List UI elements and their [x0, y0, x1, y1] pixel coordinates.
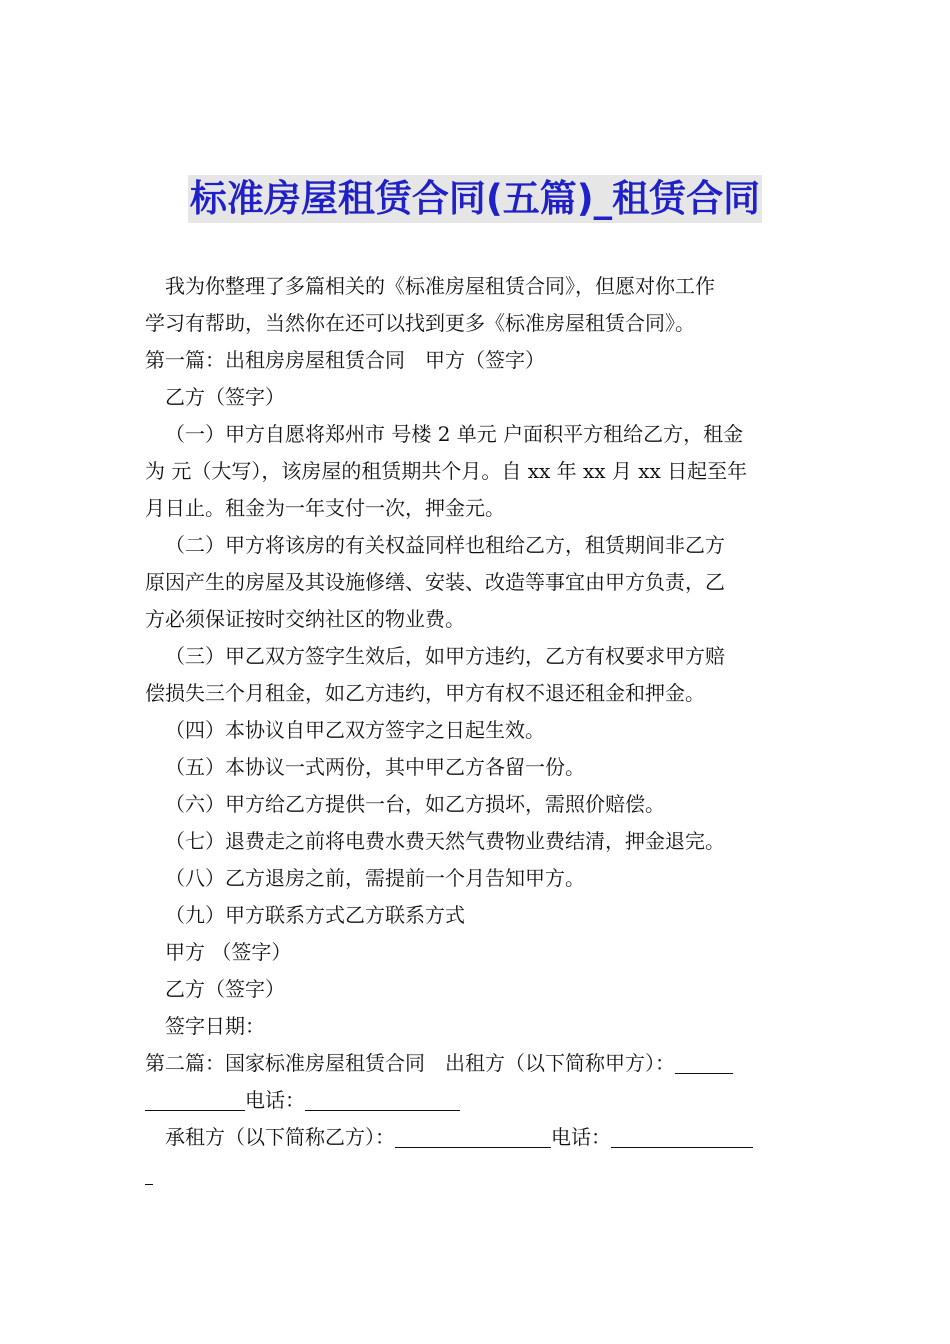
document-body — [145, 268, 810, 1193]
clause-7-line: （七）退费走之前将电费水费天然气费物业费结清，押金退完。 — [165, 829, 725, 853]
document-title: 标准房屋租赁合同(五篇)_租赁合同 — [188, 175, 762, 223]
lessee-phone-label: 电话： — [551, 1125, 611, 1149]
clause-2-line: 原因产生的房屋及其设施修缮、安装、改造等事宜由甲方负责，乙 — [145, 570, 725, 594]
section-heading-2 — [145, 1045, 810, 1082]
clause-1-line: （一）甲方自愿将郑州市 号楼 2 单元 户面积平方租给乙方，租金 — [165, 422, 744, 446]
clause-2-line: 方必须保证按时交纳社区的物业费。 — [145, 607, 465, 631]
lessee-phone-blank — [611, 1123, 753, 1148]
clause-3-line: 偿损失三个月租金，如乙方违约，甲方有权不退还租金和押金。 — [145, 681, 705, 705]
lessee-phone-blank-cont — [145, 1160, 153, 1185]
clause-1-line: 月日止。租金为一年支付一次，押金元。 — [145, 496, 505, 520]
paragraph-line: 我为你整理了多篇相关的《标准房屋租赁合同》，但愿对你工作 — [165, 274, 715, 298]
clause-4-line: （四）本协议自甲乙双方签字之日起生效。 — [165, 718, 545, 742]
clause-2-line: （二）甲方将该房的有关权益同样也租给乙方，租赁期间非乙方 — [165, 533, 725, 557]
signature-date: 签字日期： — [165, 1014, 265, 1038]
lessee-line — [145, 1119, 810, 1156]
paragraph-line: 学习有帮助，当然你在还可以找到更多《标准房屋租赁合同》。 — [145, 311, 695, 335]
clause-1-line: 为 元（大写），该房屋的租赁期共个月。自 xx 年 xx 月 xx 日起至年 — [145, 459, 748, 483]
clause-3-line: （三）甲乙双方签字生效后，如甲方违约，乙方有权要求甲方赔 — [165, 644, 725, 668]
lessor-phone-label: 电话： — [245, 1088, 305, 1112]
signature-party-a: 甲方 （签字） — [165, 940, 292, 964]
clause-8-line: （八）乙方退房之前，需提前一个月告知甲方。 — [165, 866, 585, 890]
title-container — [0, 175, 950, 223]
signature-party-b: 乙方（签字） — [165, 977, 285, 1001]
section-heading-1: 第一篇：出租房房屋租赁合同 甲方（签字） — [145, 348, 545, 372]
lessor-label: 第二篇：国家标准房屋租赁合同 出租方（以下简称甲方）： — [145, 1051, 675, 1075]
lessor-blank — [675, 1049, 733, 1074]
paragraph-line: 乙方（签字） — [165, 385, 285, 409]
lessee-label: 承租方（以下简称乙方）： — [165, 1125, 395, 1149]
clause-5-line: （五）本协议一式两份，其中甲乙方各留一份。 — [165, 755, 585, 779]
clause-6-line: （六）甲方给乙方提供一台，如乙方损坏，需照价赔偿。 — [165, 792, 665, 816]
lessee-phone-cont-line — [145, 1156, 810, 1193]
clause-9-line: （九）甲方联系方式乙方联系方式 — [165, 903, 465, 927]
lessor-phone-line — [145, 1082, 810, 1119]
lessor-blank-cont — [145, 1086, 245, 1111]
lessor-phone-blank — [305, 1086, 460, 1111]
lessee-blank — [395, 1123, 551, 1148]
